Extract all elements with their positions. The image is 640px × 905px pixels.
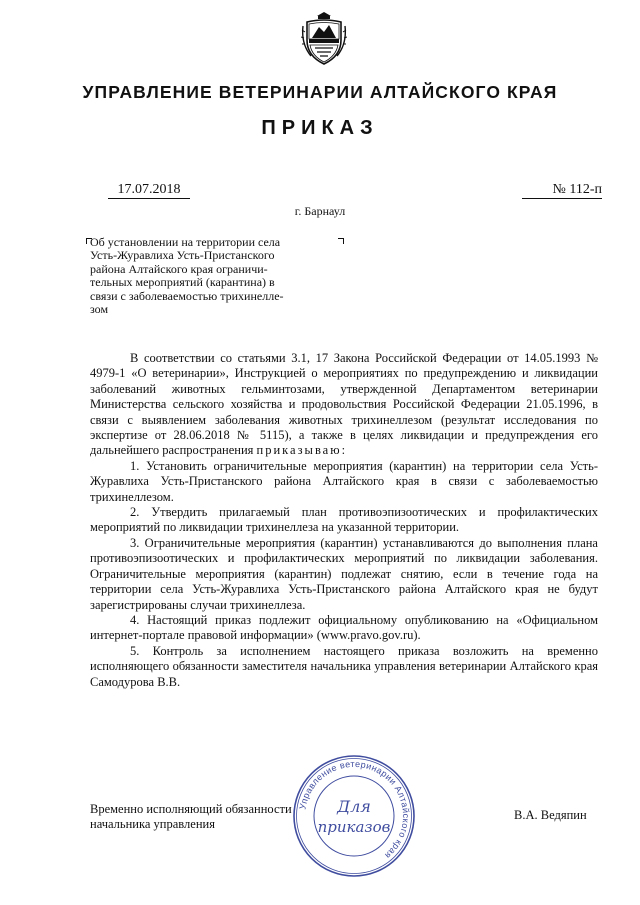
order-item: 4. Настоящий приказ подлежит официальному опубликованию на «Официальном интернет-портале правовой информации» (www.pravo.gov.ru). — [90, 612, 598, 643]
signatory-name: В.А. Ведяпин — [514, 808, 587, 822]
subject-line: района Алтайского края ограничи- — [90, 261, 268, 276]
subject-line: Усть-Журавлиха Усть-Пристанского — [90, 248, 275, 263]
order-item: 1. Установить ограничительные мероприятия (карантин) на территории села Усть-Журавлиха Усть-Пристанского района Алтайского края в связи с заболеваемостью трихинеллезом. — [90, 458, 598, 504]
order-date: 17.07.2018 — [108, 183, 190, 199]
order-body — [90, 351, 598, 690]
signatory-title-line: Временно исполняющий обязанности — [90, 802, 292, 816]
seal-ring-text: Управление ветеринарии Алтайского края — [297, 758, 412, 861]
preamble-text: В соответствии со статьями 3.1, 17 Закона Российской Федерации от 14.05.1993 № 4979-1 «О ветеринарии», Инструкцией о мероприятиях по предупреждению и ликвидации заболеваний животных гельминтозами, утвержденной Департаментом ветеринарии Министерства сельского хозяйства и продовольствия Российской Федерации 21.05.1996, в связи с выявлением заболевания животных трихинеллезом (результат исследования по экспертизе от 28.06.2018 № 5115), а также в целях ликвидации и предупреждения его дальнейшего распространения — [90, 351, 598, 458]
order-subject — [90, 236, 350, 316]
order-item: 5. Контроль за исполнением настоящего приказа возложить на временно исполняющего обязанности заместителя начальника управления ветеринарии Алтайского края Самодурова В.В. — [90, 643, 598, 689]
subject-line: зом — [90, 302, 109, 317]
subject-line: связи с заболеваемостью трихинелле- — [90, 288, 284, 303]
round-seal-icon — [290, 752, 418, 880]
preamble-paragraph — [90, 351, 598, 459]
signatory-title-line: начальника управления — [90, 817, 215, 831]
seal-center-line: приказов — [317, 818, 391, 836]
signatory-title — [90, 802, 292, 832]
document-type: ПРИКАЗ — [261, 117, 379, 139]
coat-of-arms-icon — [301, 10, 347, 66]
seal-center-line: Для — [337, 797, 371, 816]
organization-title: УПРАВЛЕНИЕ ВЕТЕРИНАРИИ АЛТАЙСКОГО КРАЯ — [82, 82, 558, 102]
subject-line: Об установлении на территории села — [90, 235, 281, 249]
subject-line: тельных мероприятий (карантина) в — [90, 275, 275, 290]
issue-city: г. Барнаул — [294, 204, 346, 218]
order-item: 3. Ограничительные мероприятия (карантин) устанавливаются до выполнения плана противоэпизоотических и профилактических мероприятий по ликвидации заболевания. Ограничительные мероприятия (карантин) подлежат снятию, если в течение года на территории села Усть-Журавлиха Усть-Пристанского района Алтайского края не будут зарегистрированы случаи трихинеллеза. — [90, 535, 598, 612]
order-item: 2. Утвердить прилагаемый план противоэпизоотических и профилактических мероприятий по ликвидации трихинеллеза на указанной территории. — [90, 505, 598, 535]
order-number: № 112-п — [522, 183, 602, 199]
order-word: приказываю: — [256, 443, 348, 458]
